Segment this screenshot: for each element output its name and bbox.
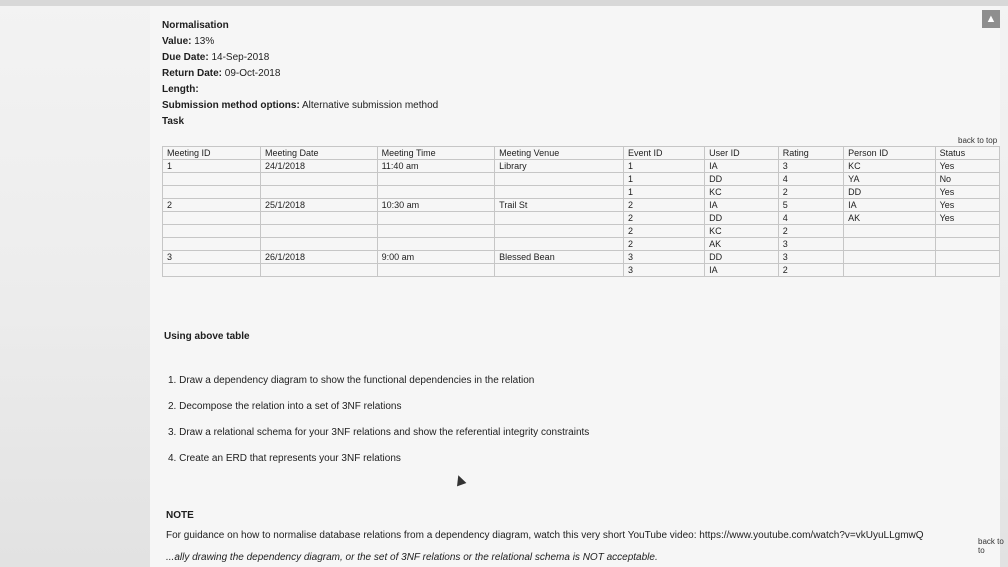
table-cell: 9:00 am [377,251,495,264]
value-label: Value: [162,36,192,47]
table-cell: IA [705,199,779,212]
table-cell: AK [705,238,779,251]
table-cell: 2 [778,186,843,199]
table-cell: 5 [778,199,843,212]
table-cell: 2 [778,225,843,238]
table-cell [163,186,261,199]
table-cell: Yes [935,212,999,225]
table-header-row [163,147,1000,160]
length-label: Length: [162,84,199,95]
table-cell [495,186,624,199]
table-cell: YA [844,173,935,186]
due-date-row [162,50,438,66]
table-cell: KC [705,186,779,199]
table-cell: 1 [623,160,704,173]
table-cell [260,225,377,238]
note-guidance-text: For guidance on how to normalise database relations from a dependency diagram, watch this very short YouTube video: https://www.youtube.com/watch?v=vkUyuLLgmwQ [166,530,924,541]
table-cell: 11:40 am [377,160,495,173]
submission-text: Alternative submission method [302,100,439,111]
table-cell: 4 [778,173,843,186]
table-cell: DD [705,173,779,186]
submission-row [162,98,438,114]
table-cell [495,264,624,277]
value-row [162,34,438,50]
column-header: Meeting Date [260,147,377,160]
table-cell [377,173,495,186]
table-row [163,225,1000,238]
column-header: Rating [778,147,843,160]
table-cell [377,212,495,225]
column-header: Person ID [844,147,935,160]
table-cell: Blessed Bean [495,251,624,264]
table-cell: 1 [623,186,704,199]
table-cell: 2 [623,212,704,225]
table-cell: 3 [778,238,843,251]
using-table-heading: Using above table [164,331,250,342]
table-cell: 2 [778,264,843,277]
table-cell: Yes [935,199,999,212]
table-cell: KC [705,225,779,238]
table-cell: KC [844,160,935,173]
step-2: 2. Decompose the relation into a set of 3NF relations [168,401,402,412]
table-cell: DD [844,186,935,199]
table-cell: 26/1/2018 [260,251,377,264]
length-row [162,82,438,98]
table-row [163,173,1000,186]
table-cell: 24/1/2018 [260,160,377,173]
back-to-top-link[interactable]: back to top [958,136,998,145]
table-cell [163,264,261,277]
table-cell [495,173,624,186]
return-date-label: Return Date: [162,68,223,79]
table-row [163,212,1000,225]
table-cell [260,264,377,277]
table-cell: Yes [935,186,999,199]
table-row [163,251,1000,264]
column-header: User ID [705,147,779,160]
table-cell: AK [844,212,935,225]
table-cell [260,238,377,251]
value-text: 13% [194,36,215,47]
submission-label: Submission method options: [162,100,300,111]
table-cell: 1 [163,160,261,173]
table-cell [377,264,495,277]
step-1: 1. Draw a dependency diagram to show the functional dependencies in the relation [168,375,535,386]
scroll-up-button[interactable]: ▲ [982,10,1000,28]
step-3: 3. Draw a relational schema for your 3NF relations and show the referential integrity constraints [168,427,590,438]
due-date-text: 14-Sep-2018 [211,52,270,63]
table-cell [844,251,935,264]
page-title: Normalisation [162,20,229,31]
table-cell: 2 [623,225,704,238]
table-cell [935,225,999,238]
table-cell [844,225,935,238]
table-cell: 3 [623,264,704,277]
table-cell [495,238,624,251]
table-cell [163,225,261,238]
column-header: Meeting ID [163,147,261,160]
table-cell: Library [495,160,624,173]
table-cell [377,238,495,251]
table-cell: 25/1/2018 [260,199,377,212]
table-cell [163,212,261,225]
column-header: Meeting Time [377,147,495,160]
table-cell: 3 [623,251,704,264]
table-cell: IA [705,264,779,277]
table-cell [377,186,495,199]
table-cell: Trail St [495,199,624,212]
table-cell [495,212,624,225]
table-cell [935,238,999,251]
table-row [163,264,1000,277]
back-to-top-link-bottom[interactable]: back to to [978,537,1004,555]
table-cell: DD [705,212,779,225]
meeting-table [162,146,1000,277]
table-cell: No [935,173,999,186]
table-cell: 3 [163,251,261,264]
return-date-row [162,66,438,82]
table-row [163,186,1000,199]
table-cell: 2 [623,199,704,212]
note-warning-text: ...ally drawing the dependency diagram, or the set of 3NF relations or the relational schema is NOT acceptable. [166,552,658,563]
table-cell [377,225,495,238]
table-cell: 2 [163,199,261,212]
table-cell [935,251,999,264]
table-cell [844,264,935,277]
table-cell: IA [844,199,935,212]
table-row [163,160,1000,173]
table-cell [935,264,999,277]
assessment-meta [162,18,438,114]
table-cell [163,173,261,186]
due-date-label: Due Date: [162,52,209,63]
task-steps [168,368,589,472]
table-cell: 4 [778,212,843,225]
table-cell: Yes [935,160,999,173]
return-date-text: 09-Oct-2018 [224,68,281,79]
note-heading: NOTE [166,510,194,521]
table-cell [844,238,935,251]
table-cell [260,173,377,186]
table-cell: 3 [778,160,843,173]
table-cell [260,186,377,199]
table-cell [495,225,624,238]
step-4: 4. Create an ERD that represents your 3NF relations [168,453,401,464]
task-heading: Task [162,116,185,127]
table-cell: DD [705,251,779,264]
column-header: Status [935,147,999,160]
table-cell: 2 [623,238,704,251]
table-cell [260,212,377,225]
table-cell: 1 [623,173,704,186]
table-cell [163,238,261,251]
column-header: Event ID [623,147,704,160]
table-row [163,199,1000,212]
column-header: Meeting Venue [495,147,624,160]
table-cell: 3 [778,251,843,264]
table-row [163,238,1000,251]
table-cell: 10:30 am [377,199,495,212]
table-cell: IA [705,160,779,173]
